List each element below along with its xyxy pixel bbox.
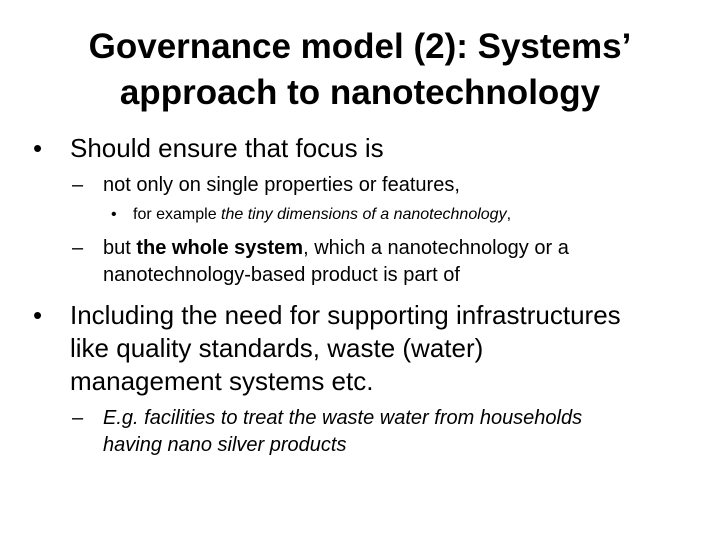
bullet-2-text xyxy=(70,299,621,398)
bullet-1-sub-1-example xyxy=(133,205,511,225)
bullet-1-text: Should ensure that focus is xyxy=(70,133,384,163)
bullet-2-line-3: management systems etc. xyxy=(70,366,374,396)
bullet-marker: • xyxy=(33,133,43,163)
dash-marker: – xyxy=(72,174,84,196)
dash-marker: – xyxy=(72,237,84,259)
bullet-2-sub-1-text xyxy=(103,405,582,459)
slide-title xyxy=(40,24,680,116)
title-line-2: approach to nanotechnology xyxy=(119,73,601,112)
sub-2-rest: , which a nanotechnology or a xyxy=(303,237,569,259)
sub-2-prefix: but xyxy=(103,237,137,259)
dash-marker: – xyxy=(72,407,84,429)
bullet-1-sub-2-text xyxy=(103,235,569,289)
bullet-2-line-1: Including the need for supporting infrastructures xyxy=(70,300,621,330)
example-suffix: , xyxy=(506,206,512,223)
bullet-2-line-2: like quality standards, waste (water) xyxy=(70,333,484,363)
bullet-2-sub-1-line-1: E.g. facilities to treat the waste water from households xyxy=(103,407,583,429)
example-italic: the tiny dimensions of a nanotechnology xyxy=(221,206,507,223)
sub-2-line-2: nanotechnology-based product is part of xyxy=(103,264,460,286)
bullet-2-sub-1-line-2: having nano silver products xyxy=(103,434,347,456)
sub-2-bold: the whole system xyxy=(136,237,304,259)
bullet-1-sub-1-text: not only on single properties or features, xyxy=(103,174,460,196)
sub-bullet-marker: • xyxy=(111,206,117,223)
title-line-1: Governance model (2): Systems’ xyxy=(88,27,632,66)
bullet-marker: • xyxy=(33,300,43,330)
example-prefix: for example xyxy=(133,206,222,223)
